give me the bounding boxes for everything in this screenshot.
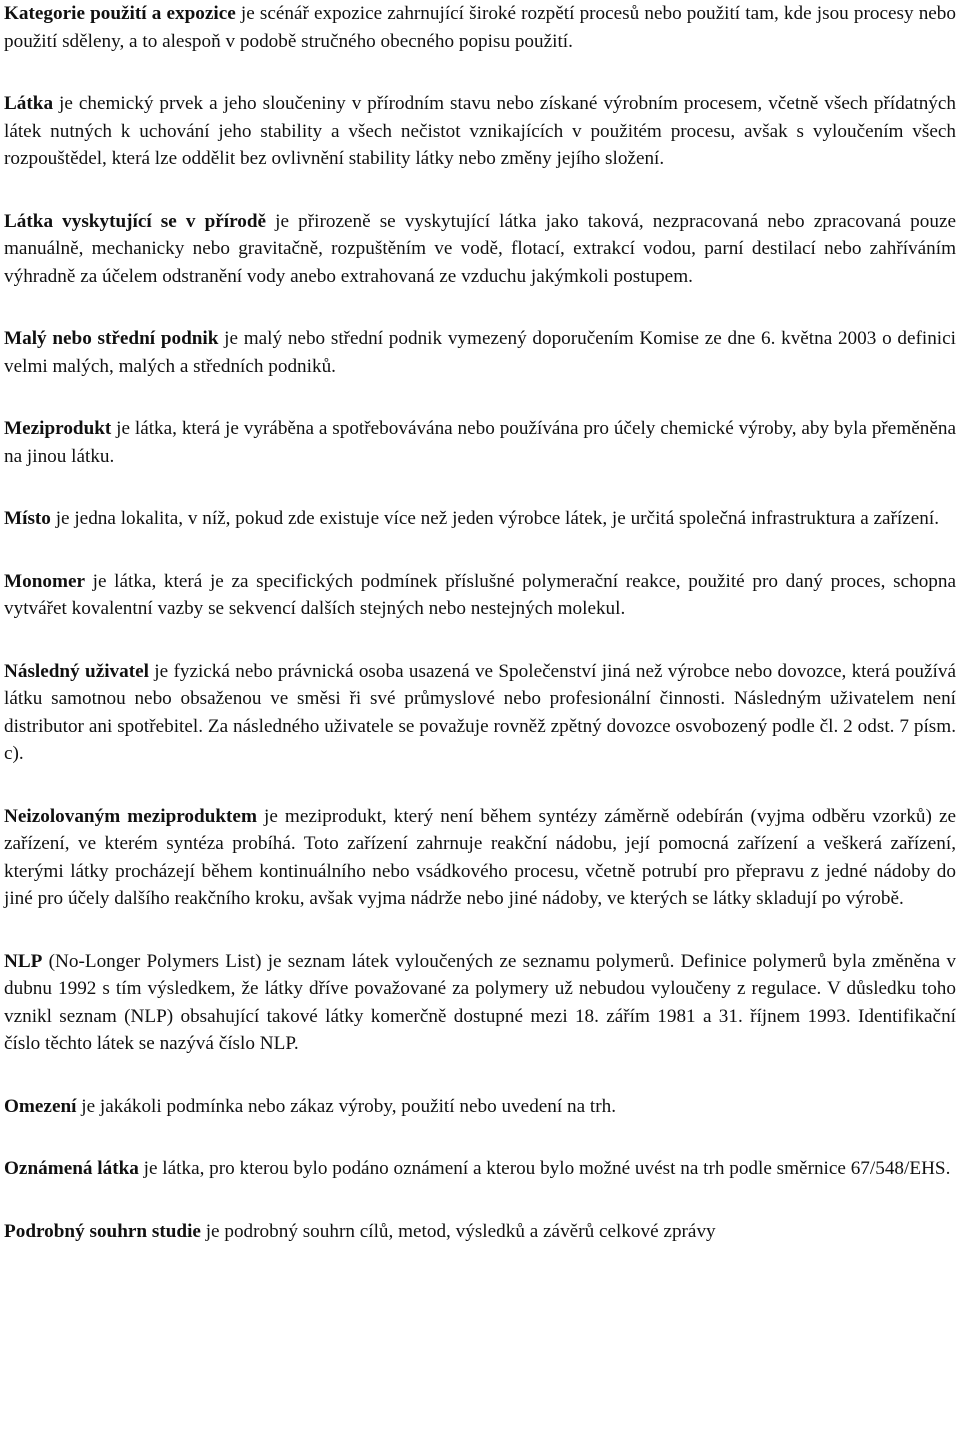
- definition-text: je jakákoli podmínka nebo zákaz výroby, použití nebo uvedení na trh.: [76, 1095, 617, 1117]
- definition-paragraph: [4, 1093, 956, 1121]
- definition-paragraph: [4, 948, 956, 1058]
- definition-text: je přirozeně se vyskytující látka jako taková, nezpracovaná nebo zpracovaná pouze manuálně, mechanicky nebo gravitačně, rozpuštěním ve vodě, flotací, extrakcí vodou, parní destilací nebo zahříváním výhradně za účelem odstranění vody anebo extrahovaná ze vzduchu jakýmkoli postupem.: [4, 210, 956, 287]
- definition-paragraph: [4, 415, 956, 470]
- definition-paragraph: [4, 325, 956, 380]
- definition-term: Látka vyskytující se v přírodě: [4, 210, 267, 232]
- definition-paragraph: [4, 1218, 956, 1246]
- definition-paragraph: [4, 505, 956, 533]
- definition-text: je malý nebo střední podnik vymezený doporučením Komise ze dne 6. května 2003 o definici velmi malých, malých a středních podniků.: [4, 328, 956, 377]
- definition-paragraph: [4, 208, 956, 291]
- definition-term: Kategorie použití a expozice: [4, 3, 236, 24]
- definition-term: Místo: [4, 508, 51, 529]
- definition-term: Podrobný souhrn studie: [4, 1220, 201, 1242]
- definition-text: je látka, která je vyráběna a spotřebovávána nebo používána pro účely chemické výroby, aby byla přeměněna na jinou látku.: [4, 418, 956, 467]
- definition-term: Látka: [4, 93, 54, 114]
- definition-text: je fyzická nebo právnická osoba usazená ve Společenství jiná než výrobce nebo dovozce, která používá látku samotnou nebo obsaženou ve směsi ři své průmyslové nebo profesionální činnosti. Následným uživatelem není distributor ani spotřebitel. Za následného uživatele se považuje rovněž zpětný dovozce osvobozený podle čl. 2 odst. 7 písm. c).: [4, 660, 956, 764]
- definition-term: Monomer: [4, 570, 85, 592]
- definition-term: Omezení: [4, 1095, 77, 1117]
- definition-text: je látka, pro kterou bylo podáno oznámení a kterou bylo možné uvést na trh podle směrnice 67/548/EHS.: [138, 1158, 951, 1179]
- definition-paragraph: [4, 803, 956, 913]
- definition-paragraph: [4, 658, 956, 768]
- definition-term: NLP: [4, 950, 43, 972]
- definition-text: je podrobný souhrn cílů, metod, výsledků a závěrů celkové zprávy: [200, 1220, 716, 1242]
- document-page: [4, 0, 956, 1245]
- definition-paragraph: [4, 568, 956, 623]
- definition-term: Malý nebo střední podnik: [4, 328, 219, 349]
- definition-text: (No-Longer Polymers List) je seznam látek vyloučených ze seznamu polymerů. Definice polymerů byla změněna v dubnu 1992 s tím výsledkem, že látky dříve považované za polymery už nebudou vyloučeny z regulace. V důsledku toho vznikl seznam (NLP) obsahující takové látky komerčně dostupné mezi 18. zářím 1981 a 31. říjnem 1993. Identifikační číslo těchto látek se nazývá číslo NLP.: [4, 950, 956, 1054]
- definition-text: je meziprodukt, který není během syntézy záměrně odebírán (vyjma odběru vzorků) ze zařízení, ve kterém syntéza probíhá. Toto zařízení zahrnuje reakční nádobu, její pomocná zařízení a veškerá zařízení, kterými látky procházejí během kontinuálního nebo vsádkového procesu, včetně potrubí pro přepravu z jedné nádoby do jiné pro účely dalšího reakčního kroku, avšak vyjma nádrže nebo jiné nádoby, ve kterých se látky skladují po výrobě.: [4, 805, 957, 909]
- definition-term: Neizolovaným meziproduktem: [4, 805, 257, 827]
- definition-paragraph: [4, 0, 956, 55]
- definition-text: je chemický prvek a jeho sloučeniny v přírodním stavu nebo získané výrobním procesem, včetně všech přídatných látek nutných k uchování jeho stability a všech nečistot vznikajících v použitém procesu, avšak s vyloučením všech rozpouštědel, která lze oddělit bez ovlivnění stability látky nebo změny jejího složení.: [4, 93, 956, 169]
- definition-paragraph: [4, 90, 956, 173]
- definition-paragraph: [4, 1155, 956, 1183]
- definition-term: Oznámená látka: [4, 1158, 139, 1179]
- definition-text: je látka, která je za specifických podmínek příslušné polymerační reakce, použité pro daný proces, schopna vytvářet kovalentní vazby se sekvencí dalších stejných nebo nestejných molekul.: [4, 570, 956, 619]
- definition-text: je jedna lokalita, v níž, pokud zde existuje více než jeden výrobce látek, je určitá společná infrastruktura a zařízení.: [50, 508, 940, 529]
- definition-term: Následný uživatel: [4, 660, 149, 682]
- definition-term: Meziprodukt: [4, 418, 112, 439]
- definition-text: je scénář expozice zahrnující široké rozpětí procesů nebo použití tam, kde jsou procesy nebo použití sděleny, a to alespoň v podobě stručného obecného popisu použití.: [4, 3, 956, 52]
